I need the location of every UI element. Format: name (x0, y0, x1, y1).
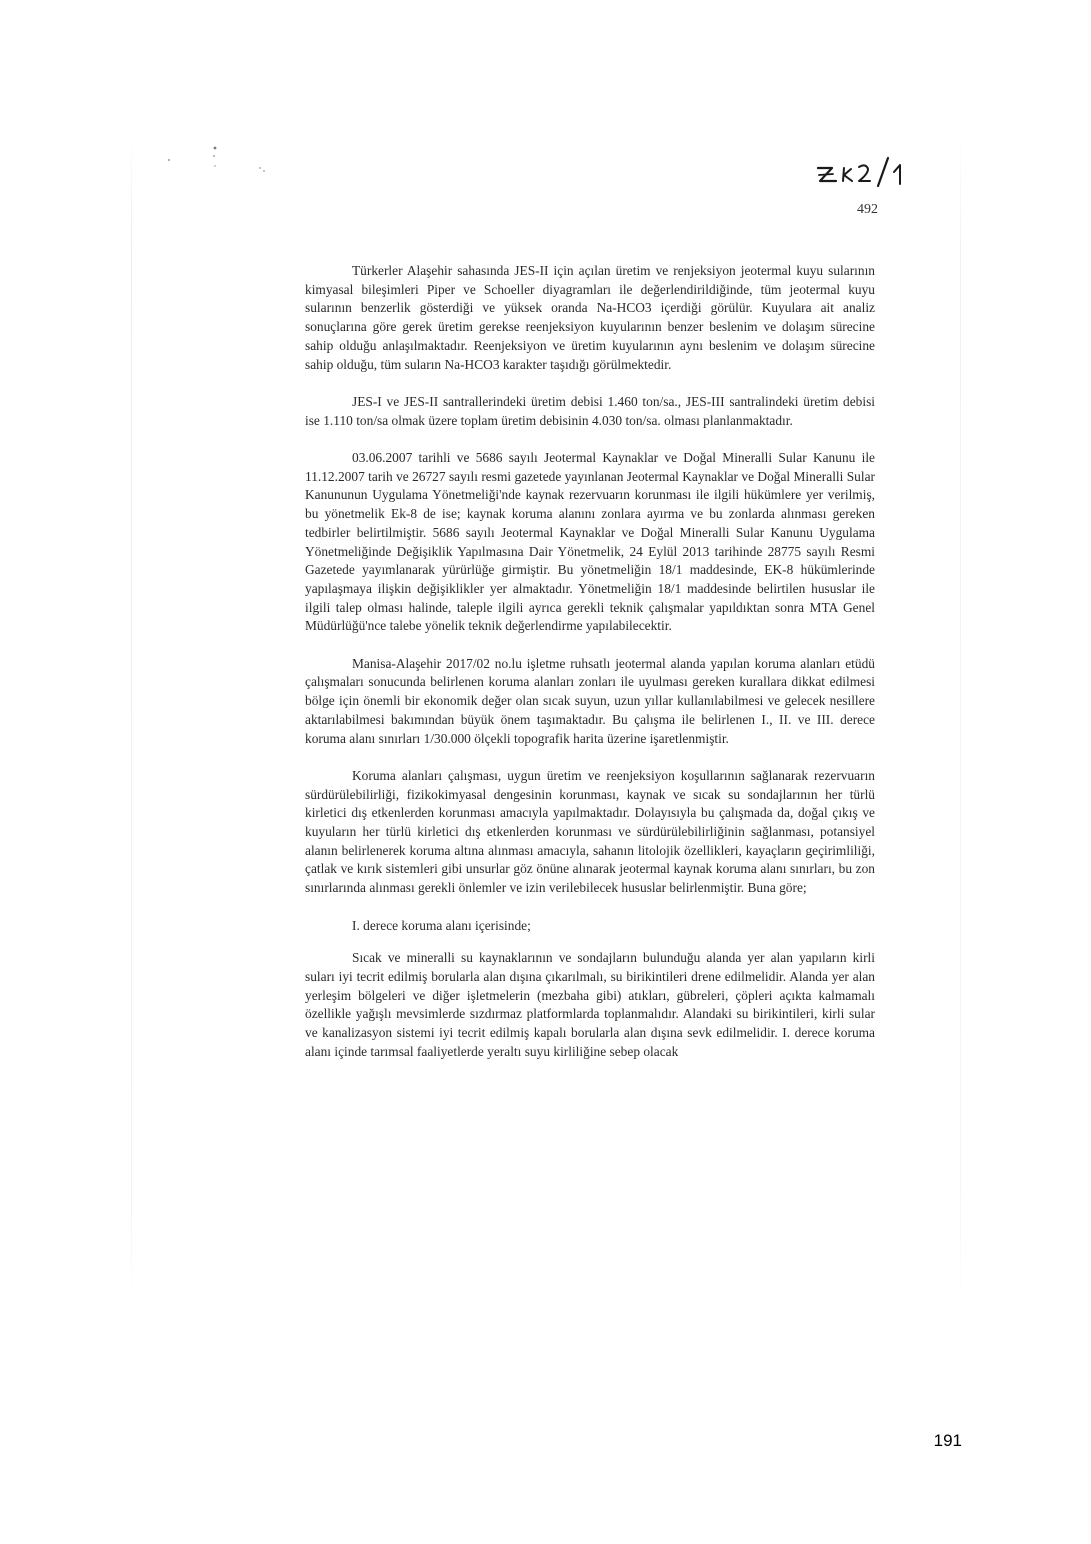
scan-edge-right (960, 128, 961, 1308)
paragraph-protection-study: Manisa-Alaşehir 2017/02 no.lu işletme ruhsatlı jeotermal alanda yapılan koruma alanları etüdü çalışmaları sonucunda belirlenen koruma alanları zonları ile uyulması gereken kurallara dikkat edilmesi bölge için önemli bir ekonomik değer olan sıcak suyun, uzun yıllar kullanılabilmesi ve gelecek nesillere aktarılabilmesi bakımından büyük önem taşımaktadır. Bu çalışma ile belirlenen I., II. ve III. derece koruma alanı sınırları 1/30.000 ölçekli topografik harita üzerine işaretlenmiştir. (305, 655, 875, 746)
paragraph-protection-purpose: Koruma alanları çalışması, uygun üretim ve reenjeksiyon koşullarının sağlanarak rezervuarın sürdürülebilirliği, fizikokimyasal dengesinin korunması, kaynak ve sıcak su sondajlarının her türlü kirletici dış etkenlerden korunması amacıyla yapılmaktadır. Dolayısıyla bu çalışmada da, doğal çıkış ve kuyuların her türlü kirletici dış etkenlerden korunması ve sürdürülebilirliğinin sağlanması, potansiyel alanın belirlenerek koruma altına alınması amacıyla, sahanın litolojik özellikleri, kayaçların geçirimliliği, çatlak ve kırık sistemleri gibi unsurlar göz önüne alınarak jeotermal kaynak koruma alanı sınırları, bu zon sınırlarında alınması gerekli önlemler ve izin verilebilecek hususlar belirlenmiştir. Buna göre; (305, 767, 875, 896)
page-number-top: 492 (857, 202, 878, 217)
paragraph-first-degree-rules: Sıcak ve mineralli su kaynaklarının ve sondajların bulunduğu alanda yer alan yapıların kirli suları iyi tecrit edilmiş borularla alan dışına çıkarılmalı, su birikintileri drene edilmelidir. Alanda yer alan yerleşim bölgeleri ve diğer işletmelerin (mezbaha gibi) atıkları, gübreleri, çöpleri açıkta kalmamalı özellikle yağışlı mevsimlerde sızdırmaz platformlarda toplanmalıdır. Alandaki su birikintileri, kirli sular ve kanalizasyon sistemi iyi tecrit edilmiş kapalı borularla alan dışına sevk edilmelidir. I. derece koruma alanı içinde tarımsal faaliyetlerde yeraltı suyu kirliliğine sebep olacak (305, 950, 875, 1059)
paragraph-production-rate: JES-I ve JES-II santrallerindeki üretim debisi 1.460 ton/sa., JES-III santralindeki üretim debisi ise 1.110 ton/sa olmak üzere toplam üretim debisinin 4.030 ton/sa. olması planlanmaktadır. (305, 393, 875, 428)
paragraph-first-degree-heading: I. derece koruma alanı içerisinde; (352, 917, 531, 933)
scan-edge-left (131, 128, 132, 1308)
handwritten-annotation (810, 148, 920, 190)
document-body (305, 262, 875, 1080)
scan-specks (160, 140, 290, 190)
footer-page-number: 191 (933, 1431, 962, 1450)
paragraph-water-chemistry: Türkerler Alaşehir sahasında JES-II için açılan üretim ve renjeksiyon jeotermal kuyu sularının kimyasal bileşimleri Piper ve Schoeller diyagramları ile değerlendirildiğinde, tüm jeotermal kuyu sularının benzerlik gösterdiği ve yüksek oranda Na-HCO3 içerdiği görülür. Kuyulara ait analiz sonuçlarına göre gerek üretim gerekse reenjeksiyon kuyularının benzer beslenim ve dolaşım sürecine sahip olduğu anlaşılmaktadır. Reenjeksiyon ve üretim kuyularının aynı beslenim ve dolaşım sürecine sahip olduğu, tüm suların Na-HCO3 karakter taşıdığı görülmektedir. (305, 263, 875, 372)
paragraph-regulations: 03.06.2007 tarihli ve 5686 sayılı Jeotermal Kaynaklar ve Doğal Mineralli Sular Kanunu ile 11.12.2007 tarih ve 26727 sayılı resmi gazetede yayınlanan Jeotermal Kaynaklar ve Doğal Mineralli Sular Kanununun Uygulama Yönetmeliği'nde kaynak rezervuarın korunması ile ilgili hükümlere yer verilmiş, bu yönetmelik Ek-8 de ise; kaynak koruma alanını zonlara ayırma ve bu zonlarda alınması gereken tedbirler belirtilmiştir. 5686 sayılı Jeotermal Kaynaklar ve Doğal Mineralli Sular Kanunu Uygulama Yönetmeliğinde Değişiklik Yapılmasına Dair Yönetmelik, 24 Eylül 2013 tarihinde 28775 sayılı Resmi Gazetede yayımlanarak yürürlüğe girmiştir. Bu yönetmeliğin 18/1 maddesinde, EK-8 hükümlerinde yapılaşmaya ilişkin değişiklikler yer almaktadır. Yönetmeliğin 18/1 maddesinde belirtilen hususlar ile ilgili talep olması halinde, taleple ilgili ayrıca gerekli teknik çalışmalar yapıldıktan sonra MTA Genel Müdürlüğü'nce talebe yönelik teknik değerlendirme yapılabilecektir. (305, 450, 875, 634)
